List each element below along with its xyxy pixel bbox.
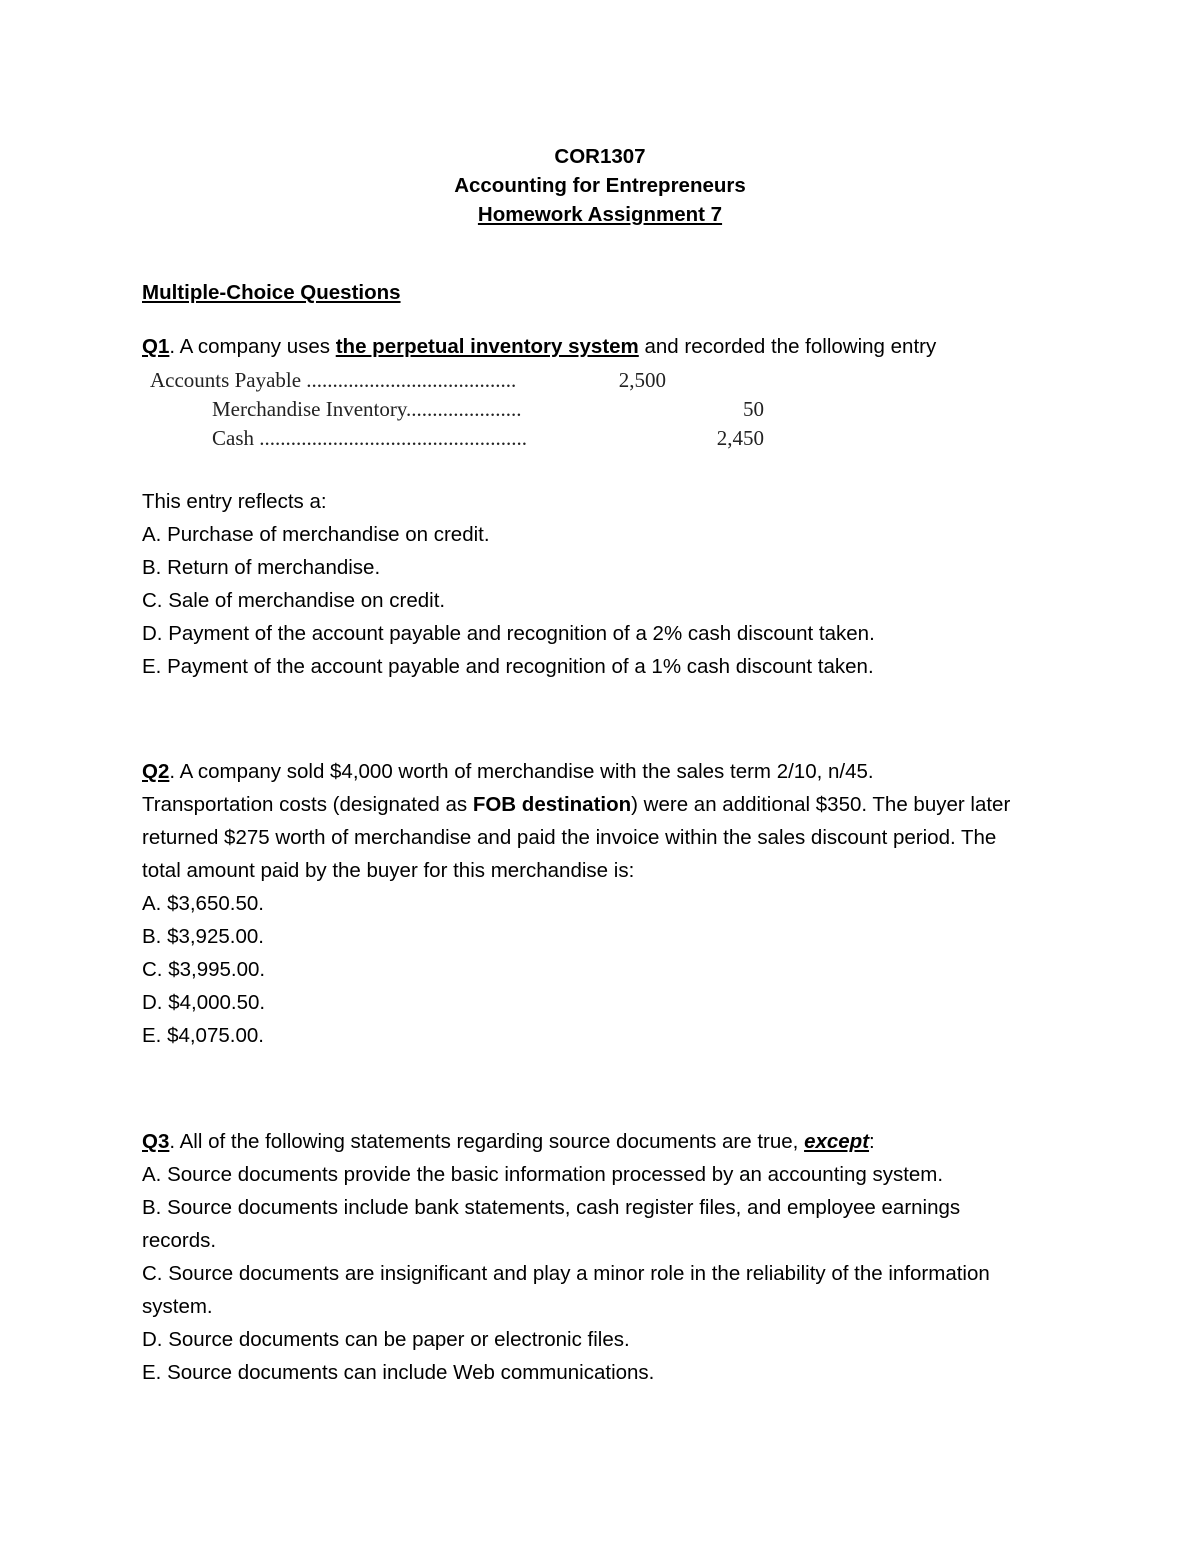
q2-option-e: E. $4,075.00. — [142, 1024, 264, 1047]
q2-line2-after: ) were an additional $350. The buyer later — [631, 793, 1011, 816]
q2-option-d: D. $4,000.50. — [142, 991, 266, 1014]
q2-label: Q2 — [142, 760, 170, 783]
q3-label: Q3 — [142, 1130, 170, 1153]
course-title: Accounting for Entrepreneurs — [454, 174, 746, 197]
q3-question — [142, 1125, 875, 1158]
q3-option-a: A. Source documents provide the basic information processed by an accounting system. — [142, 1163, 944, 1186]
q3-option-b: B. Source documents include bank statements, cash register files, and employee earnings — [142, 1196, 961, 1219]
q3-stem-after: : — [869, 1130, 875, 1153]
q3-option-c-cont: system. — [142, 1295, 213, 1318]
q3-stem-emphasis: except — [804, 1130, 870, 1153]
q1-intro-before: . A company uses — [169, 335, 336, 358]
q3-option-d: D. Source documents can be paper or electronic files. — [142, 1328, 630, 1351]
q1-option-b: B. Return of merchandise. — [142, 556, 381, 579]
entry-account: Accounts Payable ........................................ — [150, 368, 517, 392]
q2-line1-text: . A company sold $4,000 worth of merchandise with the sales term 2/10, n/45. — [169, 760, 874, 783]
q1-option-e: E. Payment of the account payable and recognition of a 1% cash discount taken. — [142, 655, 874, 678]
q3-option-b-cont: records. — [142, 1229, 217, 1252]
entry-credit: 50 — [743, 397, 764, 421]
q2-line2-before: Transportation costs (designated as — [142, 793, 473, 816]
q1-option-c: C. Sale of merchandise on credit. — [142, 589, 446, 612]
q2-question-line3: returned $275 worth of merchandise and paid the invoice within the sales discount period. The — [142, 826, 997, 849]
entry-account: Cash ................................................... — [212, 426, 527, 450]
q1-intro-after: and recorded the following entry — [638, 335, 937, 358]
q2-option-a: A. $3,650.50. — [142, 892, 264, 915]
q1-stem: This entry reflects a: — [142, 490, 327, 513]
q1-label: Q1 — [142, 335, 170, 358]
q2-line2-emphasis: FOB destination — [472, 793, 632, 816]
q1-emphasis: the perpetual inventory system — [335, 335, 639, 358]
section-title-text: Multiple-Choice Questions — [142, 281, 401, 304]
q3-option-e: E. Source documents can include Web communications. — [142, 1361, 655, 1384]
course-code: COR1307 — [554, 145, 646, 168]
entry-debit: 2,500 — [618, 368, 666, 392]
assignment-title — [0, 200, 1200, 229]
q3-stem-before: . All of the following statements regarding source documents are true, — [169, 1130, 805, 1153]
q2-question-line1 — [142, 755, 874, 788]
q2-question-line4: total amount paid by the buyer for this merchandise is: — [142, 859, 635, 882]
q1-option-d: D. Payment of the account payable and recognition of a 2% cash discount taken. — [142, 622, 875, 645]
q1-question — [142, 330, 936, 363]
section-title — [142, 276, 401, 309]
entry-account: Merchandise Inventory...................... — [212, 397, 522, 421]
q2-option-b: B. $3,925.00. — [142, 925, 264, 948]
assignment-title-text: Homework Assignment 7 — [477, 203, 723, 226]
entry-credit: 2,450 — [716, 426, 764, 450]
q2-question-line2 — [142, 788, 1010, 821]
q3-option-c: C. Source documents are insignificant and play a minor role in the reliability of the information — [142, 1262, 990, 1285]
q1-option-a: A. Purchase of merchandise on credit. — [142, 523, 490, 546]
q2-option-c: C. $3,995.00. — [142, 958, 266, 981]
